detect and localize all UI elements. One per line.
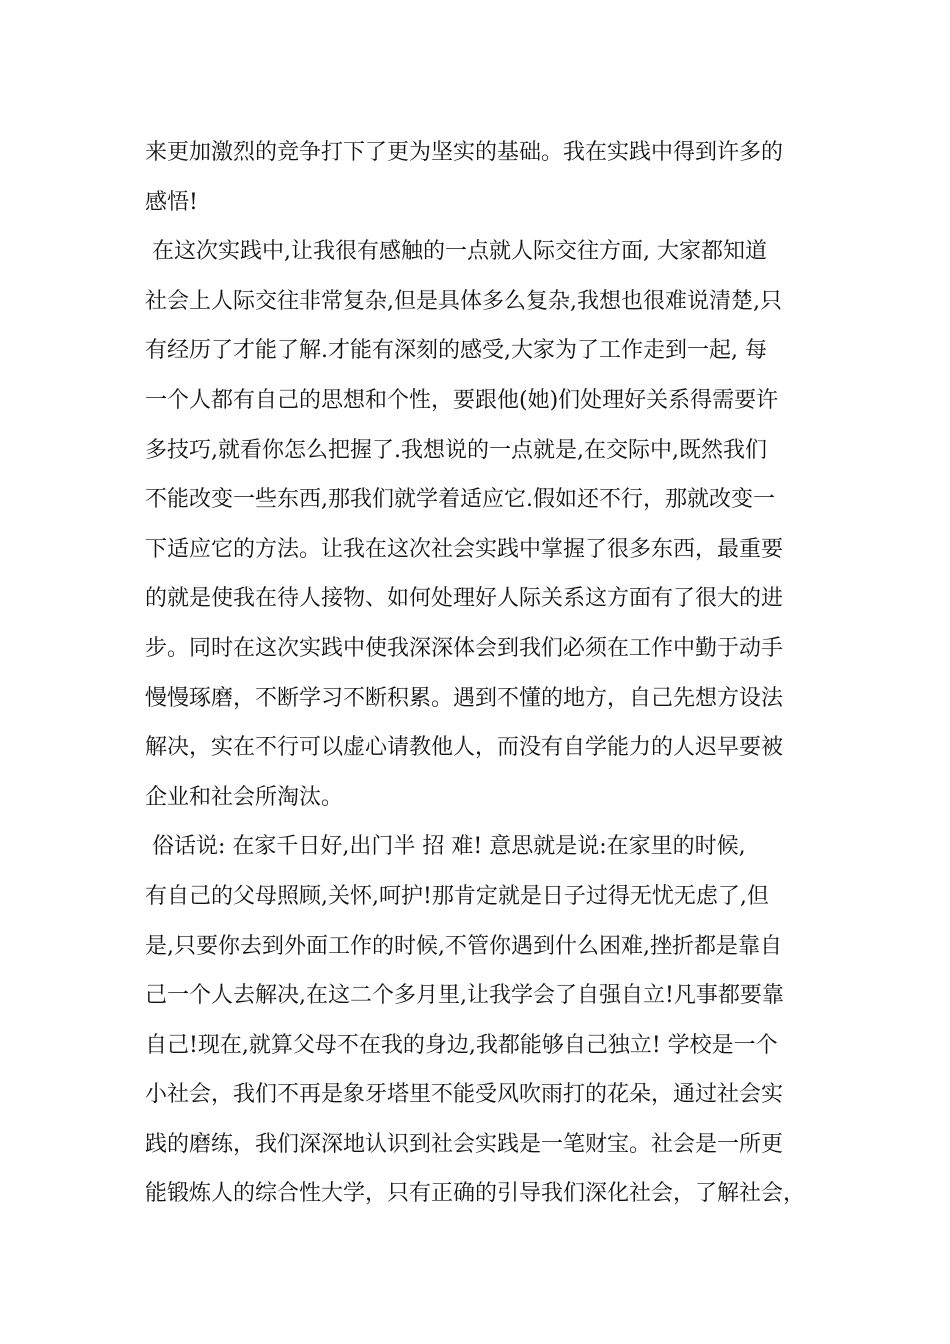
text-line: 己一个人去解决,在这二个多月里,让我学会了自强自立!凡事都要靠 <box>145 983 784 1009</box>
text-line: 社会上人际交往非常复杂,但是具体多么复杂,我想也很难说清楚,只 <box>145 288 782 314</box>
text-line: 企业和社会所淘汰。 <box>145 784 344 810</box>
text-line: 步。同时在这次实践中使我深深体会到我们必须在工作中勤于动手 <box>145 635 784 661</box>
text-line: 是,只要你去到外面工作的时候,不管你遇到什么困难,挫折都是靠自 <box>145 933 782 959</box>
text-line: 来更加激烈的竞争打下了更为坚实的基础。我在实践中得到许多的 <box>145 140 784 165</box>
text-line: 在这次实践中,让我很有感触的一点就人际交往方面, 大家都知道 <box>145 239 767 265</box>
text-line: 的就是使我在待人接物、如何处理好人际关系这方面有了很大的进 <box>145 586 784 612</box>
body-text <box>145 128 825 1219</box>
text-line: 有经历了才能了解.才能有深刻的感受,大家为了工作走到一起, 每 <box>145 338 767 364</box>
text-line: 一个人都有自己的思想和个性，要跟他(她)们处理好关系得需要许 <box>145 387 779 413</box>
text-line: 能锻炼人的综合性大学，只有正确的引导我们深化社会，了解社会， <box>145 1181 806 1207</box>
text-line: 自己!现在,就算父母不在我的身边,我都能够自己独立! 学校是一个 <box>145 1032 778 1058</box>
text-line: 感悟! <box>145 189 198 215</box>
text-line: 小社会，我们不再是象牙塔里不能受风吹雨打的花朵，通过社会实 <box>145 1082 784 1108</box>
text-line: 多技巧,就看你怎么把握了.我想说的一点就是,在交际中,既然我们 <box>145 437 767 463</box>
text-line: 下适应它的方法。让我在这次社会实践中掌握了很多东西，最重要 <box>145 536 784 562</box>
text-line: 践的磨练，我们深深地认识到社会实践是一笔财宝。社会是一所更 <box>145 1131 784 1157</box>
text-line: 俗话说: 在家千日好,出门半 招 难! 意思就是说:在家里的时候, <box>145 834 746 860</box>
text-line: 解决，实在不行可以虚心请教他人，而没有自学能力的人迟早要被 <box>145 735 784 761</box>
text-line: 不能改变一些东西,那我们就学着适应它.假如还不行，那就改变一 <box>145 487 775 513</box>
text-line: 慢慢琢磨，不断学习不断积累。遇到不懂的地方，自己先想方设法 <box>145 685 784 711</box>
text-line: 有自己的父母照顾,关怀,呵护!那肯定就是日子过得无忧无虑了,但 <box>145 883 769 909</box>
